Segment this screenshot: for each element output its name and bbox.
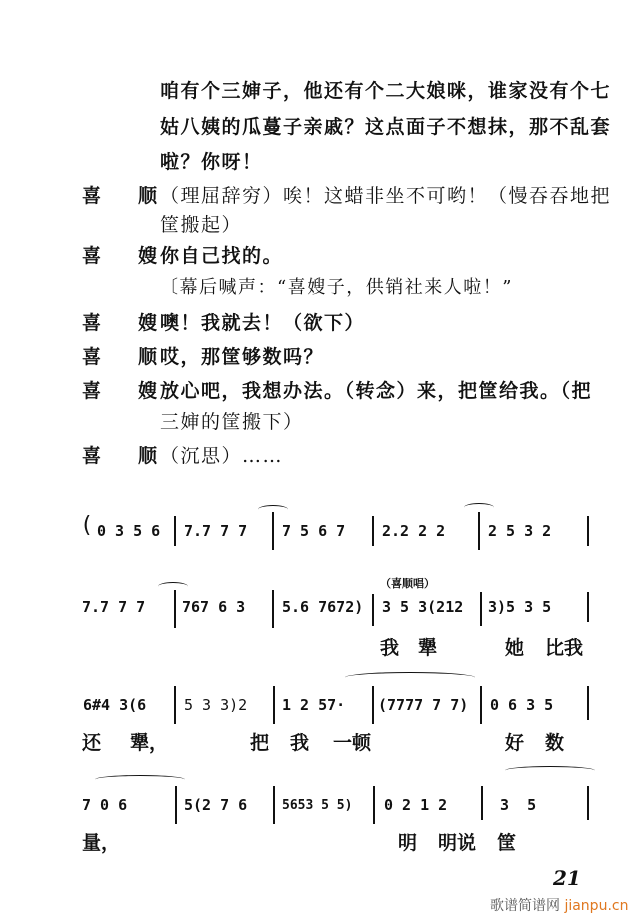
lyric: 好: [505, 732, 525, 754]
page-number: 21: [553, 866, 581, 890]
notes: 5653 5 5): [282, 798, 353, 813]
speaker-xishun: 喜 顺: [82, 346, 158, 368]
notes: 767 6 3: [182, 598, 246, 616]
notes: 1 2 57·: [282, 696, 346, 714]
barline: [587, 686, 589, 720]
notes: 5 3 3)2: [184, 696, 248, 714]
notes: 3)5 3 5: [488, 598, 552, 616]
notes: 7.7 7 7: [82, 598, 146, 616]
barline: [174, 590, 176, 628]
dialogue-line: 啦？你呀！: [160, 151, 263, 173]
dialogue-line: （沉思）……: [160, 445, 284, 467]
lyric: 犟: [418, 637, 438, 659]
speaker-xisao: 喜 嫂: [82, 245, 158, 267]
dialogue-line: 三婶的筐搬下）: [160, 411, 304, 433]
barline: [478, 512, 480, 550]
dialogue-line: 噢！我就去！（欲下）: [160, 312, 366, 334]
stage-direction: 〔幕后喊声：“喜嫂子，供销社来人啦！”: [160, 277, 513, 298]
lyric: 犟，: [130, 732, 169, 754]
lyric: 明说: [438, 832, 477, 854]
lyric: 还: [82, 732, 102, 754]
notes: 0 6 3 5: [490, 696, 554, 714]
dialogue-line: 放心吧，我想办法。（转念）来，把筐给我。（把: [160, 380, 593, 402]
dialogue-line: 咱有个三婶子，他还有个二大娘咪，谁家没有个七: [160, 80, 612, 102]
barline: [174, 686, 176, 724]
lyric: 我: [290, 732, 310, 754]
watermark: 歌谱简谱网 jianpu.cn: [490, 898, 629, 914]
dialogue-line: 筐搬起）: [160, 214, 243, 236]
notes: 7 0 6: [82, 796, 128, 814]
notes: 7.7 7 7: [184, 522, 248, 540]
lyric: 量，: [82, 832, 121, 854]
notes: 7 5 6 7: [282, 522, 346, 540]
barline: [175, 786, 177, 824]
barline: [273, 786, 275, 824]
speaker-xisao: 喜 嫂: [82, 312, 158, 334]
lyric: 她: [505, 637, 525, 659]
lyric: 比我: [545, 637, 584, 659]
barline: [373, 786, 375, 824]
barline: [273, 686, 275, 724]
barline: [372, 594, 374, 626]
barline: [480, 686, 482, 724]
lyric: 筐: [497, 832, 517, 854]
barline: [481, 786, 483, 820]
notes: 3 5 3(212: [382, 598, 464, 616]
lyric: 把: [250, 732, 270, 754]
lyric: 一顿: [333, 732, 372, 754]
lyric: 数: [545, 732, 565, 754]
lyric: 我: [380, 637, 400, 659]
speaker-xisao: 喜 嫂: [82, 380, 158, 402]
barline: [480, 592, 482, 626]
dialogue-line: 哎，那筐够数吗？: [160, 346, 325, 368]
barline: [272, 590, 274, 628]
dialogue-line: 你自己找的。: [160, 245, 284, 267]
barline: [587, 516, 589, 546]
dialogue-line: 姑八姨的瓜蔓子亲戚？这点面子不想抹，那不乱套: [160, 116, 612, 138]
barline: [174, 516, 176, 546]
paren: (: [80, 513, 94, 538]
notes: (7777 7 7): [378, 696, 469, 714]
notes: 2.2 2 2: [382, 522, 446, 540]
slur: [505, 766, 595, 775]
annotation: （喜顺唱）: [380, 577, 435, 590]
barline: [372, 516, 374, 546]
dialogue-line: （理屈辞穷）唉！这蜡非坐不可哟！（慢吞吞地把: [160, 185, 612, 207]
lyric: 明: [398, 832, 418, 854]
notes: 5.6 7672): [282, 598, 364, 616]
notes: 0 3 5 6: [97, 522, 161, 540]
slur: [158, 582, 188, 591]
notes: 6#4 3(6: [83, 696, 147, 714]
barline: [587, 592, 589, 622]
slur: [345, 672, 475, 683]
speaker-xishun: 喜 顺: [82, 185, 158, 207]
notes: 2 5 3 2: [488, 522, 552, 540]
slur: [95, 775, 185, 784]
notes: 5(2 7 6: [184, 796, 248, 814]
barline: [587, 786, 589, 820]
slur: [464, 503, 494, 512]
barline: [372, 686, 374, 724]
notes: 0 2 1 2: [384, 796, 448, 814]
notes: 3 5: [500, 796, 537, 814]
speaker-xishun: 喜 顺: [82, 445, 158, 467]
barline: [272, 512, 274, 550]
